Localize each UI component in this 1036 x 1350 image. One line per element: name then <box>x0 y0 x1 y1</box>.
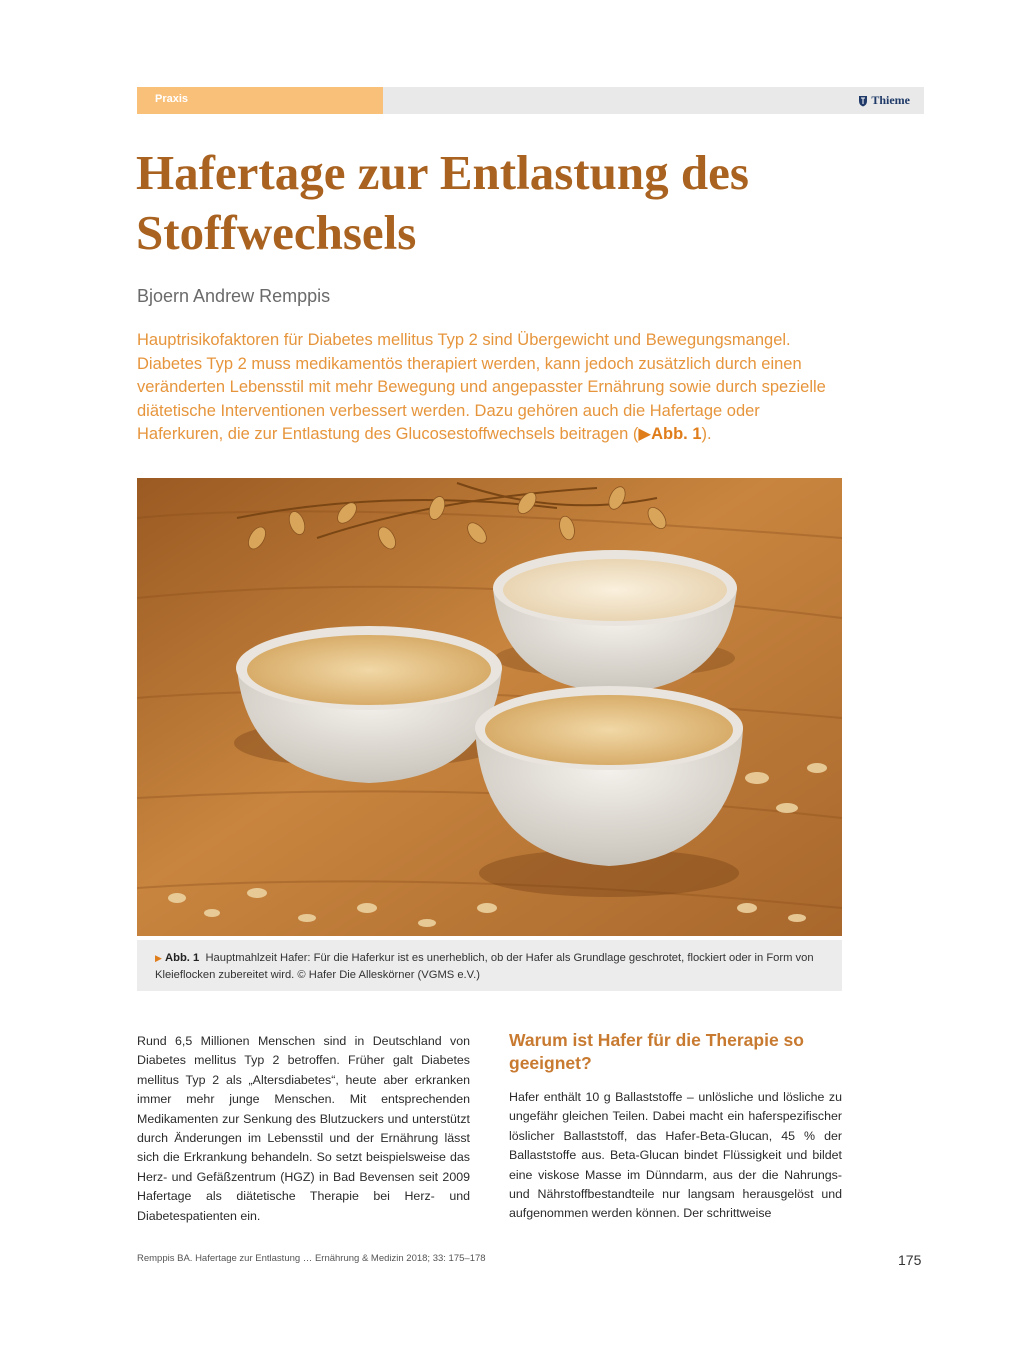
section-label: Praxis <box>155 93 189 105</box>
thieme-crest-icon <box>858 95 868 107</box>
header-bar <box>137 87 924 114</box>
abstract <box>137 329 842 447</box>
author-name: Bjoern Andrew Remppis <box>137 286 331 306</box>
article-title <box>136 143 916 263</box>
section-paragraph: Hafer enthält 10 g Ballaststoffe – unlösliche und lösliche zu ungefähr gleichen Teilen. Dabei macht ein haferspezifischer löslicher Ballaststoff, das Hafer-Beta-Glucan, 45 % der Ballaststoffe aus. Beta-Glucan bindet Flüssigkeit und bildet eine viskose Masse im Dünndarm, aus der die Nahrungs- und Nährstoffbestandteile nur langsam herausgelöst und aufgenommen werden können. Der schrittweise <box>509 1090 842 1221</box>
page-number: 175 <box>898 1252 922 1268</box>
title-line-2: Stoffwechsels <box>136 205 417 260</box>
figure-reference-link[interactable]: ▶Abb. 1 <box>638 425 702 443</box>
publisher-logo <box>858 93 910 108</box>
abstract-text: Hauptrisikofaktoren für Diabetes mellitus Typ 2 sind Übergewicht und Bewegungsmangel. Diabetes Typ 2 muss medikamentös therapiert werden, kann jedoch zusätzlich durch einen veränderten Lebensstil mit mehr Bewegung und angepasster Ernährung sowie durch spezielle diätetische Interventionen verbessert werden. Dazu gehören auch die Hafertage oder Haferkuren, die zur Entlastung des Glucosestoffwechsels beitragen ( <box>137 331 826 443</box>
figure-image <box>137 478 842 936</box>
figure-caption <box>137 940 842 991</box>
intro-paragraph: Rund 6,5 Millionen Menschen sind in Deutschland von Diabetes mellitus Typ 2 betroffen. Früher galt Diabetes mellitus Typ 2 als „Altersdiabetes“, heute aber erkranken immer mehr junge Menschen. Mit entsprechenden Medikamenten zur Senkung des Blutzuckers und unterstützt durch Änderungen im Lebensstil und der Ernährung lässt sich die Erkrankung behandeln. So setzt beispielsweise das Herz- und Gefäßzentrum (HGZ) in Bad Bevensen seit 2009 Hafertage als diätetische Therapie bei Herz- und Diabetespatienten ein. <box>137 1034 470 1223</box>
body-column-left <box>137 1032 470 1226</box>
publisher-name: Thieme <box>871 93 910 107</box>
oat-bowls-photo <box>137 478 842 936</box>
figure-label: Abb. 1 <box>165 952 200 964</box>
section-tab <box>137 87 383 114</box>
citation-footer: Remppis BA. Hafertage zur Entlastung … Ernährung & Medizin 2018; 33: 175–178 <box>137 1253 486 1264</box>
title-line-1: Hafertage zur Entlastung des <box>136 145 749 200</box>
section-heading: Warum ist Hafer für die Therapie so geeignet? <box>509 1030 804 1073</box>
caption-triangle-icon: ▶ <box>155 953 162 963</box>
abstract-end: ). <box>701 425 712 443</box>
caption-text: Hauptmahlzeit Hafer: Für die Haferkur ist es unerheblich, ob der Hafer als Grundlage geschrotet, flockiert oder in Form von Kleieflocken zubereitet wird. © Hafer Die Alleskörner (VGMS e.V.) <box>155 952 814 981</box>
body-column-right <box>509 1029 842 1224</box>
